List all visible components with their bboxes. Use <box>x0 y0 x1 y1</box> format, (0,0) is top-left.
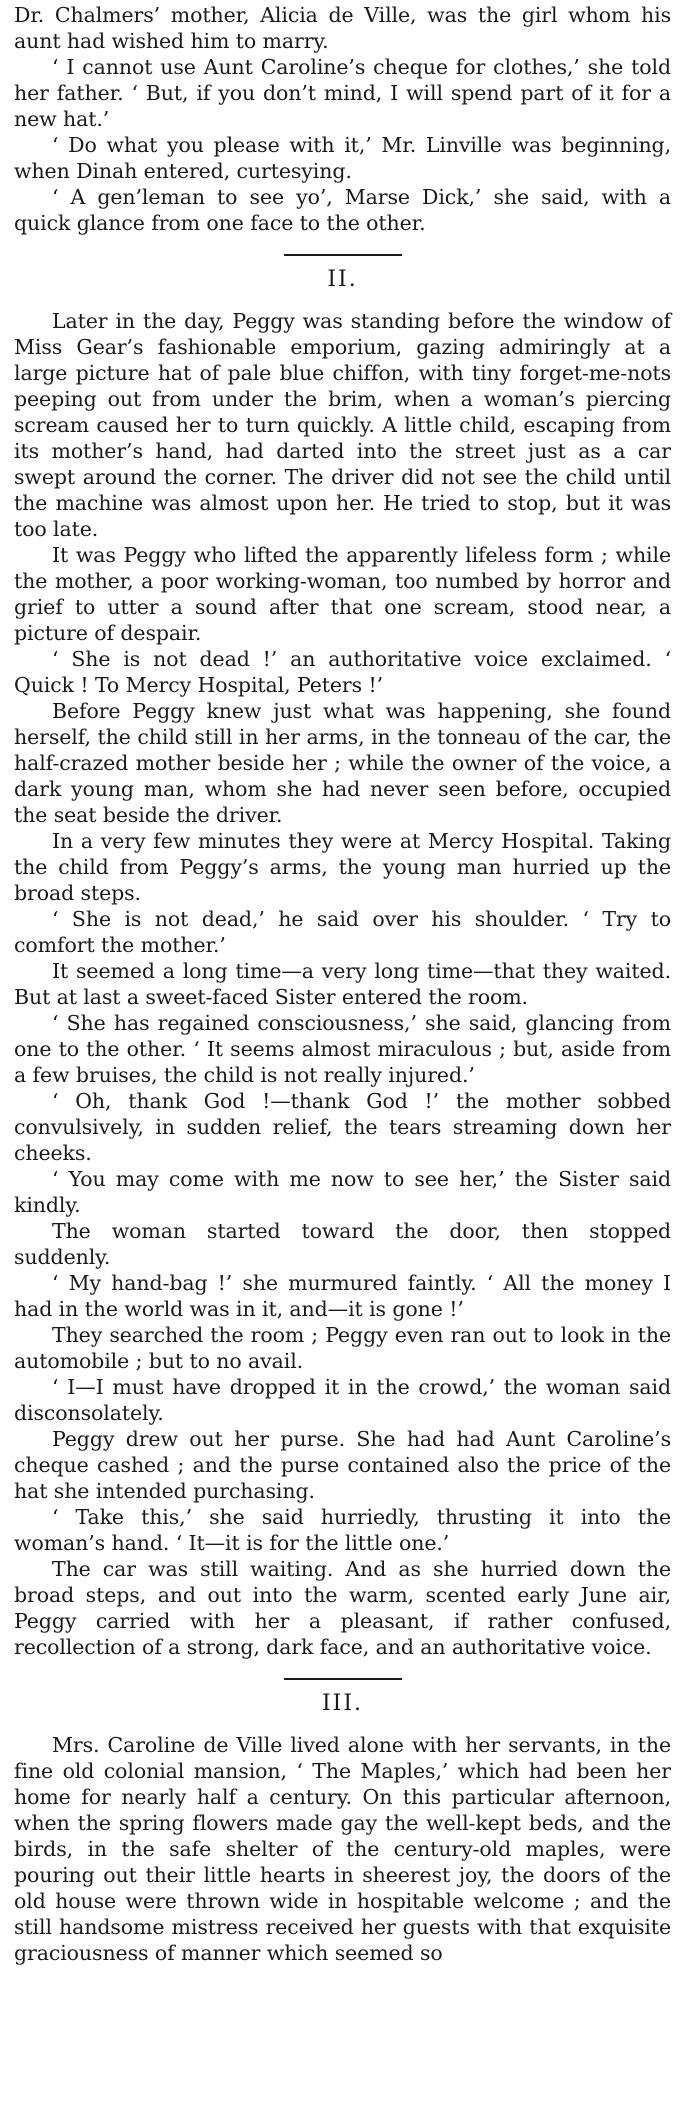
story-paragraph: ‘ Oh, thank God !—thank God !’ the mother sobbed convulsively, in sudden relief, the tears streaming down her cheeks. <box>14 1089 671 1165</box>
story-paragraph: ‘ She is not dead !’ an authoritative voice exclaimed. ‘ Quick ! To Mercy Hospital, Peters !’ <box>14 647 671 697</box>
story-paragraph: ‘ I—I must have dropped it in the crowd,’ the woman said disconsolately. <box>14 1375 671 1425</box>
section-divider-rule <box>284 254 402 256</box>
section-divider-rule <box>284 1678 402 1680</box>
section-numeral: III. <box>321 1691 364 1716</box>
story-paragraph: ‘ A gen’leman to see yo’, Marse Dick,’ she said, with a quick glance from one face to the other. <box>14 185 671 235</box>
section-iii-heading <box>14 1678 671 1716</box>
story-paragraph: ‘ You may come with me now to see her,’ the Sister said kindly. <box>14 1167 671 1217</box>
story-paragraph: ‘ She is not dead,’ he said over his shoulder. ‘ Try to comfort the mother.’ <box>14 907 671 957</box>
section-iii-body <box>14 1732 671 1966</box>
story-paragraph: Mrs. Caroline de Ville lived alone with her servants, in the fine old colonial mansion, ‘ The Maples,’ which had been her home for nearly half a century. On this particular afternoon, when the spring flowers made gay the well-kept beds, and the birds, in the safe shelter of the century-old maples, were pouring out their little hearts in sheerest joy, the doors of the old house were thrown wide in hospitable welcome ; and the still handsome mistress received her guests with that exquisite graciousness of manner which seemed so <box>14 1733 671 1965</box>
story-paragraph: ‘ I cannot use Aunt Caroline’s cheque for clothes,’ she told her father. ‘ But, if you don’t mind, I will spend part of it for a new hat.’ <box>14 55 671 131</box>
story-paragraph: Before Peggy knew just what was happening, she found herself, the child still in her arms, in the tonneau of the car, the half-crazed mother beside her ; while the owner of the voice, a dark young man, whom she had never seen before, occupied the seat beside the driver. <box>14 699 671 827</box>
story-paragraph: Peggy drew out her purse. She had had Aunt Caroline’s cheque cashed ; and the purse contained also the price of the hat she intended purchasing. <box>14 1427 671 1503</box>
section-numeral: II. <box>327 267 358 292</box>
story-paragraph: ‘ She has regained consciousness,’ she said, glancing from one to the other. ‘ It seems almost miraculous ; but, aside from a few bruises, the child is not really injured.’ <box>14 1011 671 1087</box>
section-ii-body <box>14 308 671 1660</box>
story-paragraph: In a very few minutes they were at Mercy Hospital. Taking the child from Peggy’s arms, the young man hurried up the broad steps. <box>14 829 671 905</box>
story-paragraph: Later in the day, Peggy was standing before the window of Miss Gear’s fashionable emporium, gazing admiringly at a large picture hat of pale blue chiffon, with tiny forget-me-nots peeping out from under the brim, when a woman’s piercing scream caused her to turn quickly. A little child, escaping from its mother’s hand, had darted into the street just as a car swept around the corner. The driver did not see the child until the machine was almost upon her. He tried to stop, but it was too late. <box>14 309 671 541</box>
story-paragraph: The woman started toward the door, then stopped suddenly. <box>14 1219 671 1269</box>
story-paragraph: ‘ My hand-bag !’ she murmured faintly. ‘ All the money I had in the world was in it, and—it is gone !’ <box>14 1271 671 1321</box>
section-ii-heading <box>14 254 671 292</box>
story-paragraph: The car was still waiting. And as she hurried down the broad steps, and out into the warm, scented early June air, Peggy carried with her a pleasant, if rather confused, recollection of a strong, dark face, and an authoritative voice. <box>14 1557 671 1659</box>
story-paragraph: Dr. Chalmers’ mother, Alicia de Ville, was the girl whom his aunt had wished him to marry. <box>14 3 671 53</box>
story-paragraph: It was Peggy who lifted the apparently lifeless form ; while the mother, a poor working-woman, too numbed by horror and grief to utter a sound after that one scream, stood near, a picture of despair. <box>14 543 671 645</box>
story-paragraph: ‘ Do what you please with it,’ Mr. Linville was beginning, when Dinah entered, curtesying. <box>14 133 671 183</box>
story-paragraph: They searched the room ; Peggy even ran out to look in the automobile ; but to no avail. <box>14 1323 671 1373</box>
section-i-continuation <box>14 2 671 236</box>
story-paragraph: It seemed a long time—a very long time—that they waited. But at last a sweet-faced Sister entered the room. <box>14 959 671 1009</box>
story-paragraph: ‘ Take this,’ she said hurriedly, thrusting it into the woman’s hand. ‘ It—it is for the little one.’ <box>14 1505 671 1555</box>
